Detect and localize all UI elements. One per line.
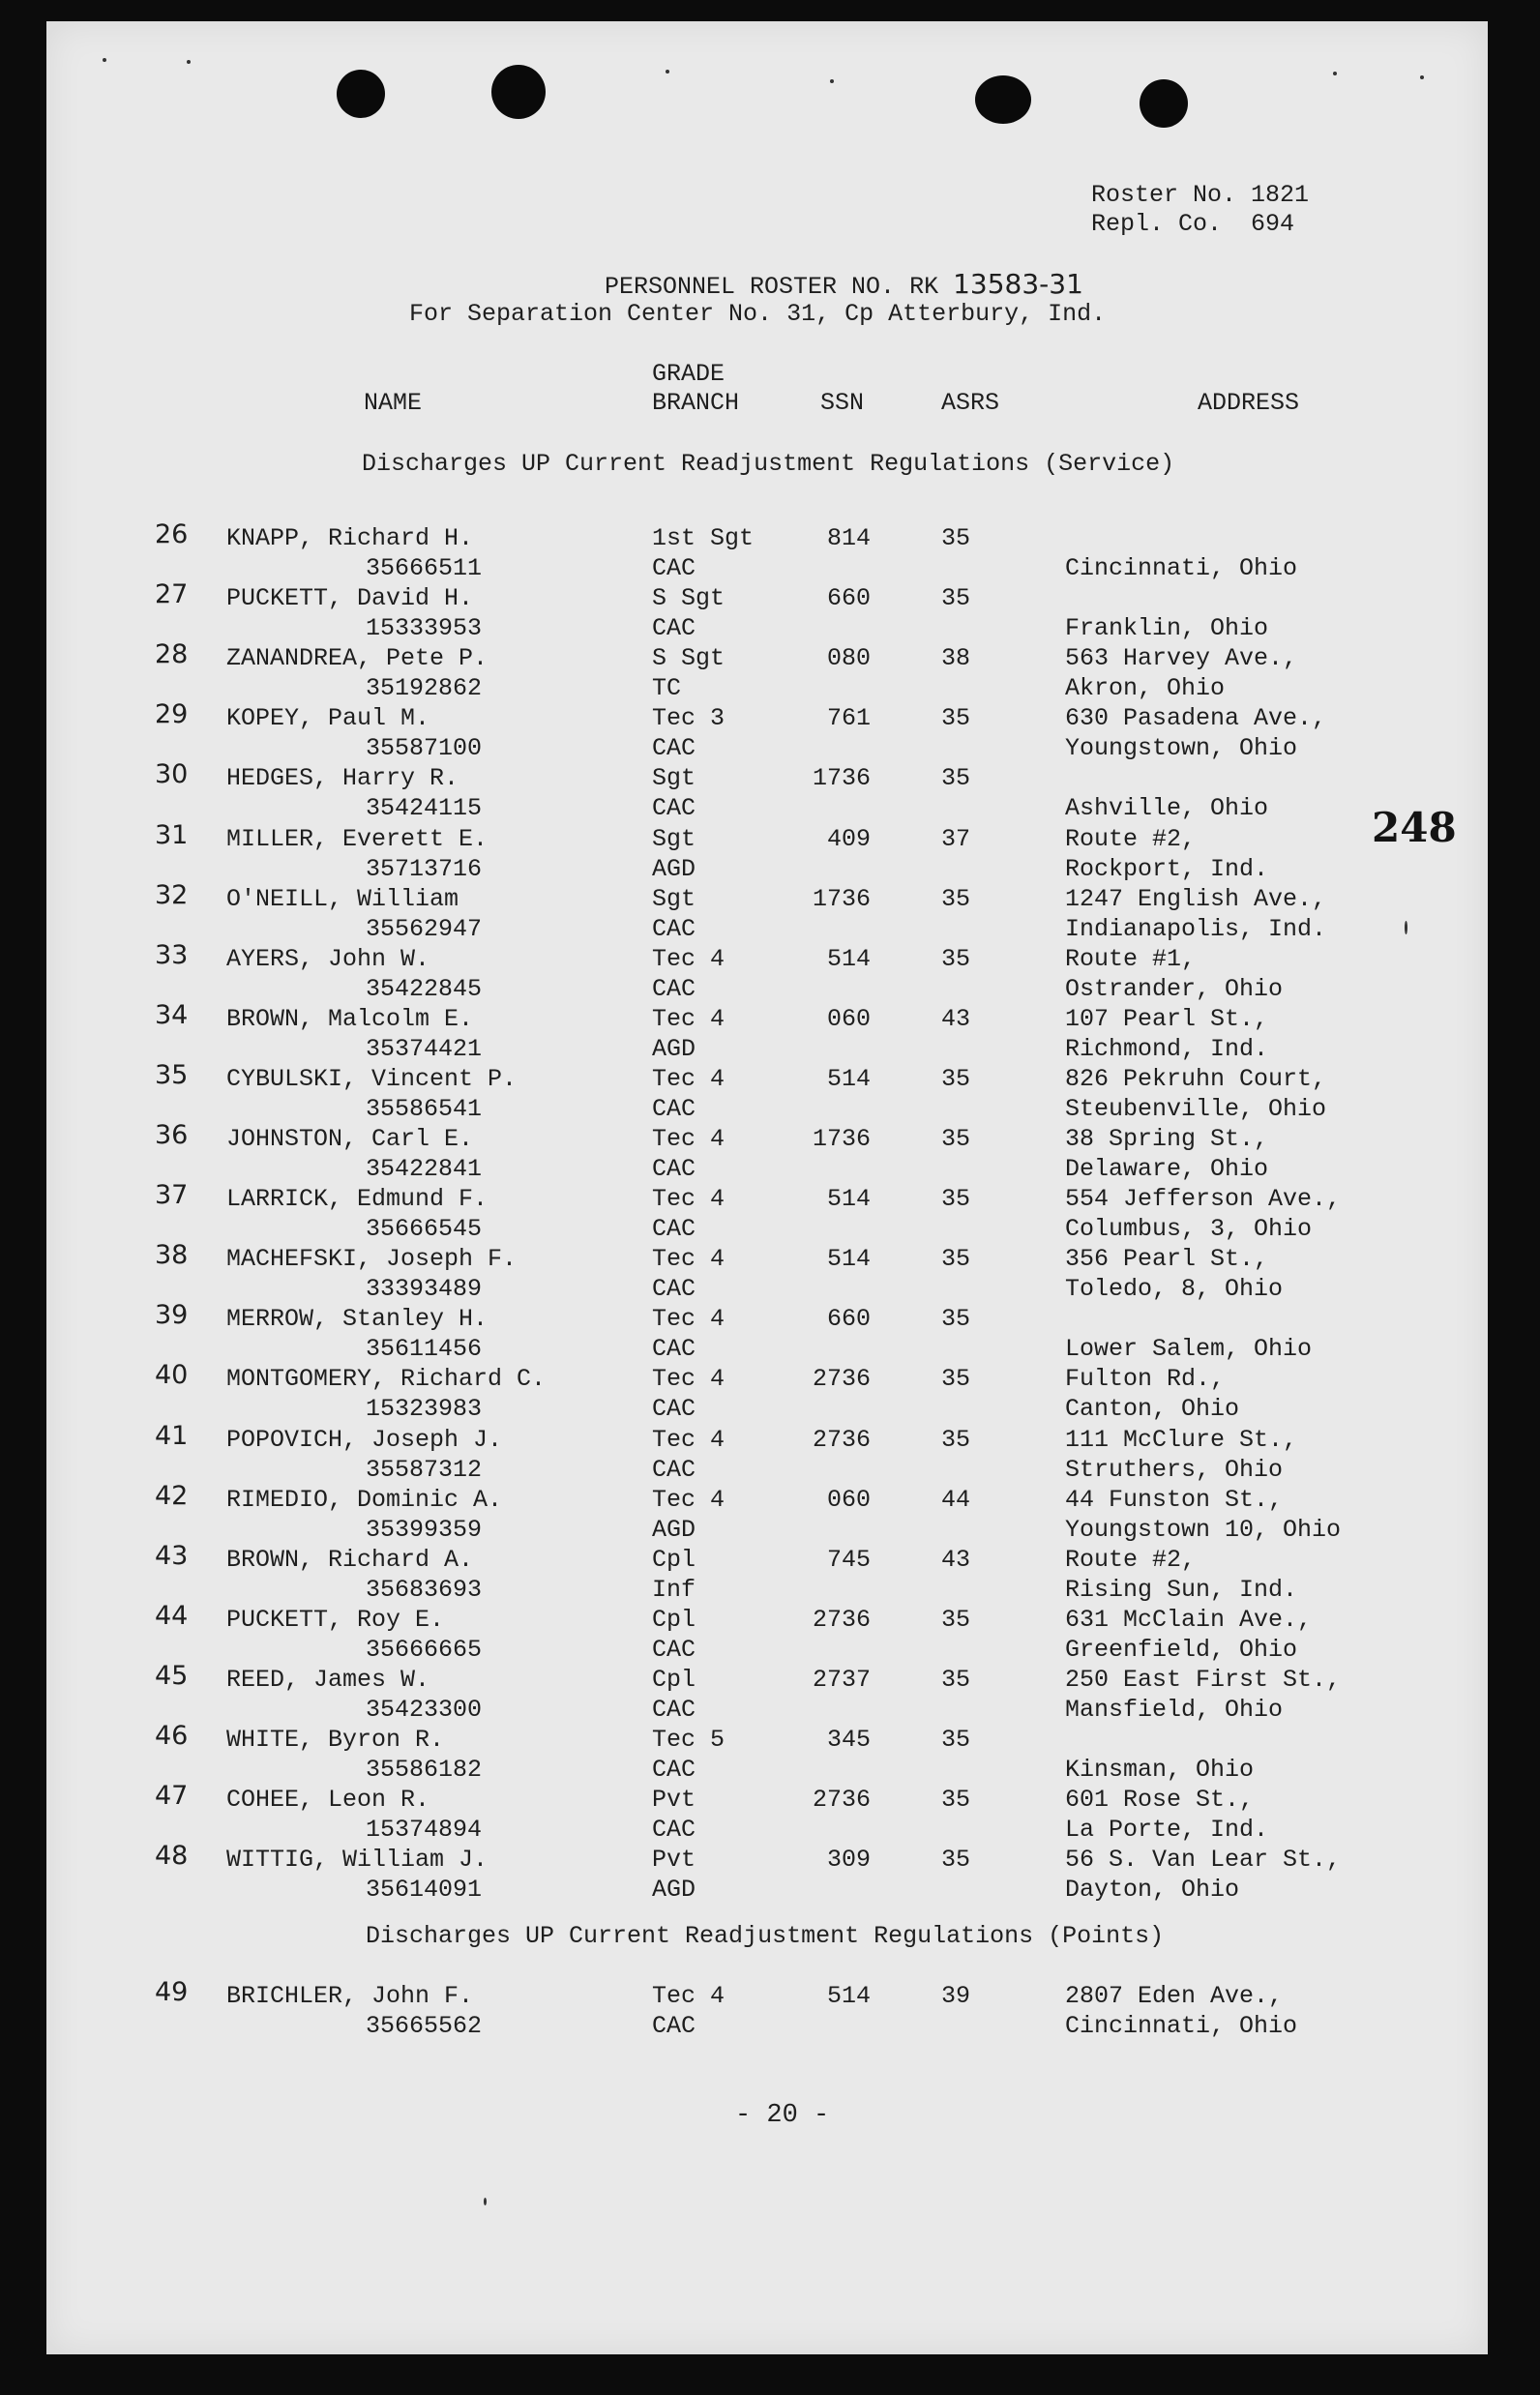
record-address-line1: 44 Funston St., xyxy=(1065,1485,1284,1514)
record-serial-number: 15323983 xyxy=(366,1395,483,1424)
record-name: JOHNSTON, Carl E. xyxy=(226,1125,474,1153)
speck xyxy=(103,58,106,62)
record-number: 39 xyxy=(155,1300,189,1331)
title-typed: PERSONNEL ROSTER NO. RK xyxy=(605,273,939,301)
record-branch: AGD xyxy=(652,1876,696,1905)
record-name: AYERS, John W. xyxy=(226,944,430,973)
record-ssn: 514 xyxy=(826,1245,871,1274)
record-grade: Cpl xyxy=(652,1605,696,1634)
speck xyxy=(830,79,834,83)
record-name: LARRICK, Edmund F. xyxy=(226,1185,489,1214)
record-asrs: 43 xyxy=(941,1545,971,1574)
record-branch: CAC xyxy=(652,1215,696,1244)
record-address-line1: 38 Spring St., xyxy=(1065,1125,1269,1153)
record-serial-number: 35665562 xyxy=(366,2012,483,2040)
record-asrs: 35 xyxy=(941,704,971,733)
record-serial-number: 35611456 xyxy=(366,1335,483,1364)
record-address-line1: 356 Pearl St., xyxy=(1065,1245,1269,1274)
record-name: RIMEDIO, Dominic A. xyxy=(226,1485,503,1514)
record-ssn: 660 xyxy=(826,584,871,613)
record-name: WHITE, Byron R. xyxy=(226,1726,445,1754)
record-address-line2: Ashville, Ohio xyxy=(1065,794,1269,823)
speck xyxy=(1420,75,1424,79)
record-branch: CAC xyxy=(652,1335,696,1364)
roster-number: Roster No. 1821 xyxy=(1091,181,1310,209)
record-number: 49 xyxy=(155,1977,189,2007)
col-grade: GRADE xyxy=(652,360,726,388)
record-address-line1: 630 Pasadena Ave., xyxy=(1065,704,1327,733)
record-asrs: 37 xyxy=(941,824,971,853)
record-number: 44 xyxy=(155,1600,189,1631)
record-name: MACHEFSKI, Joseph F. xyxy=(226,1245,518,1274)
repl-co-value: 694 xyxy=(1251,210,1295,238)
record-grade: Tec 4 xyxy=(652,1004,726,1033)
record-number: 38 xyxy=(155,1240,189,1271)
record-number: 45 xyxy=(155,1660,189,1691)
record-address-line1: 111 McClure St., xyxy=(1065,1425,1298,1454)
record-grade: Tec 4 xyxy=(652,1982,726,2010)
record-asrs: 38 xyxy=(941,644,971,673)
record-branch: CAC xyxy=(652,914,696,943)
record-number: 35 xyxy=(155,1059,189,1090)
record-asrs: 35 xyxy=(941,1786,971,1815)
record-ssn: 814 xyxy=(826,524,871,552)
record-name: MONTGOMERY, Richard C. xyxy=(226,1365,547,1394)
record-asrs: 35 xyxy=(941,1605,971,1634)
record-name: COHEE, Leon R. xyxy=(226,1786,430,1815)
record-ssn: 1736 xyxy=(812,884,871,913)
title-handwritten: 13583-31 xyxy=(953,268,1083,300)
record-serial-number: 35399359 xyxy=(366,1515,483,1544)
record-address-line1: Route #2, xyxy=(1065,824,1197,853)
record-ssn: 309 xyxy=(826,1846,871,1875)
record-name: CYBULSKI, Vincent P. xyxy=(226,1064,518,1093)
record-address-line1: 601 Rose St., xyxy=(1065,1786,1255,1815)
record-address-line2: Lower Salem, Ohio xyxy=(1065,1335,1313,1364)
speck xyxy=(1333,72,1337,75)
record-asrs: 35 xyxy=(941,1665,971,1694)
record-serial-number: 35422845 xyxy=(366,974,483,1003)
repl-co-label: Repl. Co. xyxy=(1091,210,1223,238)
record-number: 46 xyxy=(155,1721,189,1751)
record-asrs: 35 xyxy=(941,884,971,913)
record-serial-number: 35562947 xyxy=(366,914,483,943)
record-ssn: 514 xyxy=(826,1185,871,1214)
record-address-line2: Cincinnati, Ohio xyxy=(1065,554,1298,582)
record-ssn: 660 xyxy=(826,1305,871,1334)
record-number: 40 xyxy=(155,1360,189,1391)
record-asrs: 35 xyxy=(941,1125,971,1153)
binder-hole-3 xyxy=(975,75,1031,124)
record-grade: Tec 4 xyxy=(652,1125,726,1153)
record-grade: Tec 4 xyxy=(652,1485,726,1514)
record-asrs: 35 xyxy=(941,1185,971,1214)
record-name: MERROW, Stanley H. xyxy=(226,1305,489,1334)
record-address-line1: 107 Pearl St., xyxy=(1065,1004,1269,1033)
record-address-line1: Route #1, xyxy=(1065,944,1197,973)
record-number: 30 xyxy=(155,759,189,790)
record-number: 42 xyxy=(155,1480,189,1511)
record-address-line2: Rockport, Ind. xyxy=(1065,854,1269,883)
page-number: - 20 - xyxy=(735,2101,830,2130)
record-ssn: 1736 xyxy=(812,764,871,793)
record-address-line2: Canton, Ohio xyxy=(1065,1395,1240,1424)
record-address-line2: Steubenville, Ohio xyxy=(1065,1094,1327,1123)
record-branch: TC xyxy=(652,674,682,703)
record-address-line2: Greenfield, Ohio xyxy=(1065,1635,1298,1664)
record-serial-number: 35374421 xyxy=(366,1034,483,1063)
section-heading-points: Discharges UP Current Readjustment Regulations (Points) xyxy=(366,1922,1165,1950)
record-branch: CAC xyxy=(652,1455,696,1484)
record-asrs: 43 xyxy=(941,1004,971,1033)
record-name: REED, James W. xyxy=(226,1665,430,1694)
record-address-line2: Richmond, Ind. xyxy=(1065,1034,1269,1063)
record-address-line2: Dayton, Ohio xyxy=(1065,1876,1240,1905)
binder-hole-4 xyxy=(1140,79,1188,128)
col-ssn: SSN xyxy=(820,389,865,417)
record-grade: Tec 4 xyxy=(652,1245,726,1274)
record-number: 26 xyxy=(155,519,189,549)
record-serial-number: 35666545 xyxy=(366,1215,483,1244)
record-grade: Tec 4 xyxy=(652,1365,726,1394)
record-address-line1: 554 Jefferson Ave., xyxy=(1065,1185,1342,1214)
record-address-line2: Youngstown, Ohio xyxy=(1065,734,1298,763)
record-name: BROWN, Malcolm E. xyxy=(226,1004,474,1033)
record-name: WITTIG, William J. xyxy=(226,1846,489,1875)
record-ssn: 2736 xyxy=(812,1425,871,1454)
record-serial-number: 35424115 xyxy=(366,794,483,823)
record-grade: S Sgt xyxy=(652,644,726,673)
record-serial-number: 35587312 xyxy=(366,1455,483,1484)
record-address-line2: Struthers, Ohio xyxy=(1065,1455,1284,1484)
record-ssn: 2736 xyxy=(812,1786,871,1815)
record-asrs: 35 xyxy=(941,1064,971,1093)
record-number: 43 xyxy=(155,1540,189,1571)
record-ssn: 060 xyxy=(826,1485,871,1514)
record-address-line2: Akron, Ohio xyxy=(1065,674,1226,703)
record-serial-number: 35587100 xyxy=(366,734,483,763)
record-grade: Tec 4 xyxy=(652,1425,726,1454)
record-ssn: 514 xyxy=(826,944,871,973)
record-number: 34 xyxy=(155,999,189,1030)
record-grade: Pvt xyxy=(652,1846,696,1875)
binder-hole-1 xyxy=(337,70,385,118)
record-asrs: 35 xyxy=(941,1726,971,1754)
record-number: 37 xyxy=(155,1180,189,1211)
col-name: NAME xyxy=(364,389,423,417)
record-branch: CAC xyxy=(652,1094,696,1123)
section-heading-service: Discharges UP Current Readjustment Regulations (Service) xyxy=(362,450,1175,478)
speck xyxy=(484,2198,487,2205)
record-asrs: 39 xyxy=(941,1982,971,2010)
record-branch: CAC xyxy=(652,614,696,643)
record-grade: Sgt xyxy=(652,764,696,793)
record-grade: Tec 4 xyxy=(652,944,726,973)
record-branch: CAC xyxy=(652,1756,696,1784)
record-address-line1: 1247 English Ave., xyxy=(1065,884,1327,913)
record-name: BRICHLER, John F. xyxy=(226,1982,474,2010)
record-number: 28 xyxy=(155,639,189,670)
record-address-line1: 631 McClain Ave., xyxy=(1065,1605,1313,1634)
record-asrs: 35 xyxy=(941,1305,971,1334)
record-ssn: 2736 xyxy=(812,1365,871,1394)
record-branch: CAC xyxy=(652,734,696,763)
record-ssn: 745 xyxy=(826,1545,871,1574)
record-asrs: 35 xyxy=(941,1365,971,1394)
record-serial-number: 35423300 xyxy=(366,1695,483,1724)
speck xyxy=(187,60,191,64)
record-address-line1: 250 East First St., xyxy=(1065,1665,1342,1694)
record-asrs: 35 xyxy=(941,524,971,552)
record-grade: Sgt xyxy=(652,824,696,853)
record-grade: Pvt xyxy=(652,1786,696,1815)
record-grade: Tec 4 xyxy=(652,1064,726,1093)
record-serial-number: 35586182 xyxy=(366,1756,483,1784)
record-address-line1: Route #2, xyxy=(1065,1545,1197,1574)
record-ssn: 080 xyxy=(826,644,871,673)
record-number: 47 xyxy=(155,1781,189,1812)
record-address-line2: Kinsman, Ohio xyxy=(1065,1756,1255,1784)
record-address-line2: Cincinnati, Ohio xyxy=(1065,2012,1298,2040)
record-serial-number: 35614091 xyxy=(366,1876,483,1905)
record-asrs: 35 xyxy=(941,764,971,793)
record-number: 48 xyxy=(155,1841,189,1872)
record-grade: Cpl xyxy=(652,1665,696,1694)
record-asrs: 35 xyxy=(941,944,971,973)
record-serial-number: 35422841 xyxy=(366,1155,483,1183)
record-name: BROWN, Richard A. xyxy=(226,1545,474,1574)
speck xyxy=(1405,921,1407,934)
record-branch: CAC xyxy=(652,974,696,1003)
page-stamp-number: 248 xyxy=(1372,804,1457,851)
record-address-line1: 56 S. Van Lear St., xyxy=(1065,1846,1342,1875)
record-number: 27 xyxy=(155,579,189,610)
record-name: MILLER, Everett E. xyxy=(226,824,489,853)
record-address-line1: 2807 Eden Ave., xyxy=(1065,1982,1284,2010)
record-ssn: 2736 xyxy=(812,1605,871,1634)
record-branch: AGD xyxy=(652,1034,696,1063)
record-branch: CAC xyxy=(652,1395,696,1424)
record-branch: CAC xyxy=(652,1695,696,1724)
record-serial-number: 15374894 xyxy=(366,1816,483,1845)
record-ssn: 761 xyxy=(826,704,871,733)
record-name: POPOVICH, Joseph J. xyxy=(226,1425,503,1454)
record-serial-number: 35666665 xyxy=(366,1635,483,1664)
record-address-line2: Ostrander, Ohio xyxy=(1065,974,1284,1003)
record-number: 29 xyxy=(155,699,189,730)
record-serial-number: 35666511 xyxy=(366,554,483,582)
record-branch: CAC xyxy=(652,1816,696,1845)
record-serial-number: 35683693 xyxy=(366,1575,483,1604)
record-grade: 1st Sgt xyxy=(652,524,755,552)
col-address: ADDRESS xyxy=(1198,389,1300,417)
record-asrs: 44 xyxy=(941,1485,971,1514)
record-branch: CAC xyxy=(652,794,696,823)
record-address-line2: Youngstown 10, Ohio xyxy=(1065,1515,1342,1544)
record-branch: CAC xyxy=(652,2012,696,2040)
record-grade: Sgt xyxy=(652,884,696,913)
record-name: ZANANDREA, Pete P. xyxy=(226,644,489,673)
record-ssn: 345 xyxy=(826,1726,871,1754)
record-grade: Tec 3 xyxy=(652,704,726,733)
record-ssn: 2737 xyxy=(812,1665,871,1694)
record-address-line1: Fulton Rd., xyxy=(1065,1365,1226,1394)
speck xyxy=(666,70,669,74)
record-number: 31 xyxy=(155,819,189,850)
record-name: PUCKETT, David H. xyxy=(226,584,474,613)
record-ssn: 514 xyxy=(826,1982,871,2010)
record-branch: CAC xyxy=(652,1635,696,1664)
record-address-line1: 563 Harvey Ave., xyxy=(1065,644,1298,673)
record-branch: Inf xyxy=(652,1575,696,1604)
record-number: 33 xyxy=(155,939,189,970)
record-address-line2: Delaware, Ohio xyxy=(1065,1155,1269,1183)
record-name: KOPEY, Paul M. xyxy=(226,704,430,733)
record-address-line1: 826 Pekruhn Court, xyxy=(1065,1064,1327,1093)
record-serial-number: 35586541 xyxy=(366,1094,483,1123)
record-name: PUCKETT, Roy E. xyxy=(226,1605,445,1634)
record-branch: CAC xyxy=(652,1275,696,1304)
binder-hole-2 xyxy=(491,65,546,119)
col-branch: BRANCH xyxy=(652,389,740,417)
document-subtitle: For Separation Center No. 31, Cp Atterbury, Ind. xyxy=(409,300,1107,328)
record-number: 36 xyxy=(155,1120,189,1150)
record-grade: Tec 4 xyxy=(652,1185,726,1214)
record-address-line2: Rising Sun, Ind. xyxy=(1065,1575,1298,1604)
record-address-line2: Toledo, 8, Ohio xyxy=(1065,1275,1284,1304)
record-grade: Cpl xyxy=(652,1545,696,1574)
record-grade: Tec 4 xyxy=(652,1305,726,1334)
roster-page xyxy=(46,21,1488,2354)
record-address-line2: La Porte, Ind. xyxy=(1065,1816,1269,1845)
record-address-line2: Columbus, 3, Ohio xyxy=(1065,1215,1313,1244)
record-address-line2: Indianapolis, Ind. xyxy=(1065,914,1327,943)
record-branch: CAC xyxy=(652,1155,696,1183)
record-ssn: 1736 xyxy=(812,1125,871,1153)
record-branch: AGD xyxy=(652,854,696,883)
record-asrs: 35 xyxy=(941,1245,971,1274)
record-ssn: 514 xyxy=(826,1064,871,1093)
record-asrs: 35 xyxy=(941,1425,971,1454)
record-number: 41 xyxy=(155,1420,189,1451)
record-branch: AGD xyxy=(652,1515,696,1544)
record-serial-number: 35192862 xyxy=(366,674,483,703)
record-serial-number: 35713716 xyxy=(366,854,483,883)
record-address-line2: Mansfield, Ohio xyxy=(1065,1695,1284,1724)
record-grade: Tec 5 xyxy=(652,1726,726,1754)
record-asrs: 35 xyxy=(941,1846,971,1875)
record-name: KNAPP, Richard H. xyxy=(226,524,474,552)
record-number: 32 xyxy=(155,879,189,910)
record-name: HEDGES, Harry R. xyxy=(226,764,459,793)
record-name: O'NEILL, William xyxy=(226,884,459,913)
record-asrs: 35 xyxy=(941,584,971,613)
record-branch: CAC xyxy=(652,554,696,582)
record-ssn: 409 xyxy=(826,824,871,853)
record-address-line2: Franklin, Ohio xyxy=(1065,614,1269,643)
record-serial-number: 33393489 xyxy=(366,1275,483,1304)
col-asrs: ASRS xyxy=(941,389,1000,417)
record-grade: S Sgt xyxy=(652,584,726,613)
record-ssn: 060 xyxy=(826,1004,871,1033)
record-serial-number: 15333953 xyxy=(366,614,483,643)
